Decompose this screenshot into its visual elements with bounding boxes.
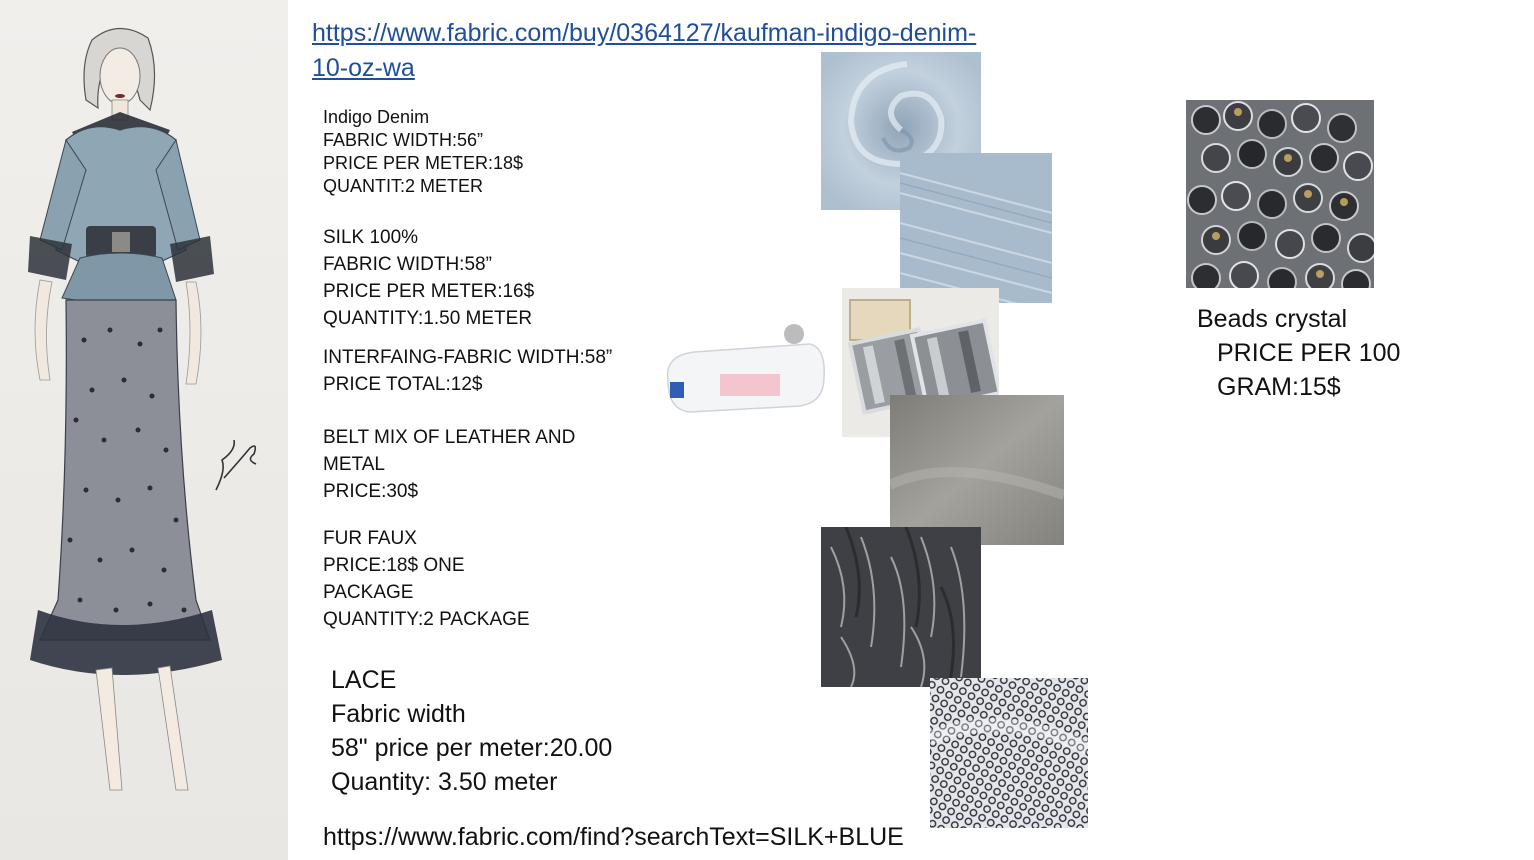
bottom-search-url[interactable]: https://www.fabric.com/find?searchText=SILK+BLUE — [323, 823, 904, 851]
denim-price: PRICE PER METER:18$ — [323, 153, 524, 173]
fur-quantity: QUANTITY:2 PACKAGE — [323, 609, 530, 630]
interfacing-width: INTERFAING-FABRIC WIDTH:58” — [323, 347, 613, 368]
fur-price-line1: PRICE:18$ ONE — [323, 555, 465, 576]
silk-name: SILK 100% — [323, 227, 419, 248]
fur-price-line2: PACKAGE — [323, 582, 414, 603]
silk-quantity: QUANTITY:1.50 METER — [323, 308, 533, 329]
interfacing-roll-image — [660, 318, 830, 418]
fashion-sketch — [0, 0, 288, 860]
interfacing-price: PRICE TOTAL:12$ — [323, 374, 483, 395]
denim-width: FABRIC WIDTH:56” — [323, 130, 484, 150]
silk-width: FABRIC WIDTH:58” — [323, 254, 492, 275]
top-product-link-line2[interactable]: 10-oz-wa — [312, 54, 415, 82]
fur-name: FUR FAUX — [323, 528, 417, 549]
bottom-search-link[interactable] — [323, 820, 904, 854]
lace-swatch-image — [930, 678, 1088, 828]
interfacing-spec — [323, 344, 612, 398]
beads-price-line2: GRAM:15$ — [1217, 373, 1341, 401]
top-product-link-line1[interactable]: https://www.fabric.com/buy/0364127/kaufman-indigo-denim- — [312, 19, 977, 47]
denim-name: Indigo Denim — [323, 107, 430, 127]
beads-price-line1: PRICE PER 100 — [1217, 339, 1401, 367]
silk-swatch-image — [900, 153, 1052, 303]
belt-line2: METAL — [323, 454, 385, 475]
faux-fur-swatch — [821, 527, 981, 687]
grey-fabric-swatch — [890, 395, 1064, 545]
belt-spec — [323, 424, 575, 505]
belt-price: PRICE:30$ — [323, 481, 419, 502]
silk-spec — [323, 224, 534, 332]
lace-spec — [331, 663, 612, 799]
denim-spec — [323, 106, 523, 198]
lace-quantity: Quantity: 3.50 meter — [331, 768, 558, 796]
lace-width-price: 58" price per meter:20.00 — [331, 734, 613, 762]
artist-signature — [206, 430, 266, 500]
lace-name: LACE — [331, 666, 397, 694]
fur-spec — [323, 525, 530, 633]
beads-name: Beads crystal — [1197, 305, 1348, 333]
beads-spec — [1197, 302, 1400, 404]
belt-line1: BELT MIX OF LEATHER AND — [323, 427, 576, 448]
lace-width-label: Fabric width — [331, 700, 466, 728]
crystal-beads-image — [1186, 100, 1374, 288]
denim-quantity: QUANTIT:2 METER — [323, 176, 484, 196]
silk-price: PRICE PER METER:16$ — [323, 281, 535, 302]
